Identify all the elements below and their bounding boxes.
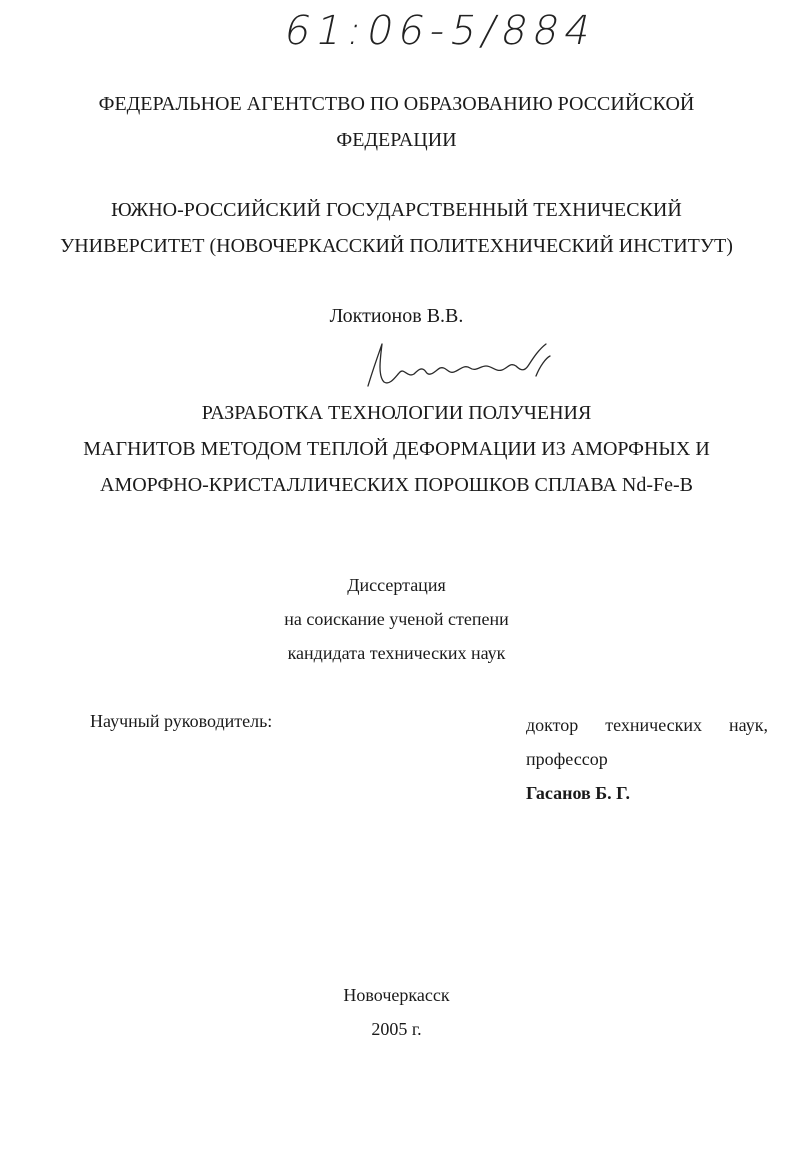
agency-line-2: ФЕДЕРАЦИИ <box>336 129 457 151</box>
supervisor-name: Гасанов Б. Г. <box>526 783 631 803</box>
dissertation-line-3: кандидата технических наук <box>287 643 506 663</box>
archive-number-handwritten: 61:06-5/884 <box>280 8 601 54</box>
footer-city: Новочеркасск <box>343 985 450 1005</box>
supervisor-info <box>526 708 768 810</box>
agency-line-1: ФЕДЕРАЛЬНОЕ АГЕНТСТВО ПО ОБРАЗОВАНИЮ РОССИЙСКОЙ <box>98 93 695 115</box>
title-line-1: РАЗРАБОТКА ТЕХНОЛОГИИ ПОЛУЧЕНИЯ <box>201 402 592 424</box>
dissertation-title <box>0 395 793 503</box>
author-signature <box>360 336 560 396</box>
author-block <box>0 298 793 334</box>
author-name: Локтионов В.В. <box>329 305 464 327</box>
supervisor-label: Научный руководитель: <box>90 711 273 731</box>
agency-heading <box>0 86 793 158</box>
university-line-2: УНИВЕРСИТЕТ (НОВОЧЕРКАССКИЙ ПОЛИТЕХНИЧЕСКИЙ ИНСТИТУТ) <box>60 235 733 257</box>
footer-year: 2005 г. <box>371 1019 422 1039</box>
supervisor-rank: профессор <box>526 749 608 769</box>
university-heading <box>0 192 793 264</box>
degree-word-3: наук, <box>729 715 768 735</box>
dissertation-line-1: Диссертация <box>347 575 446 595</box>
dissertation-line-2: на соискание ученой степени <box>284 609 509 629</box>
university-line-1: ЮЖНО-РОССИЙСКИЙ ГОСУДАРСТВЕННЫЙ ТЕХНИЧЕСКИЙ <box>111 199 682 221</box>
dissertation-type <box>0 568 793 670</box>
degree-word-1: доктор <box>526 715 579 735</box>
title-line-3: АМОРФНО-КРИСТАЛЛИЧЕСКИХ ПОРОШКОВ СПЛАВА Nd-Fe-B <box>100 474 693 496</box>
degree-word-2: технических <box>605 715 703 735</box>
footer-block <box>0 978 793 1046</box>
supervisor-degree <box>526 708 768 742</box>
title-line-2: МАГНИТОВ МЕТОДОМ ТЕПЛОЙ ДЕФОРМАЦИИ ИЗ АМОРФНЫХ И <box>83 438 710 460</box>
